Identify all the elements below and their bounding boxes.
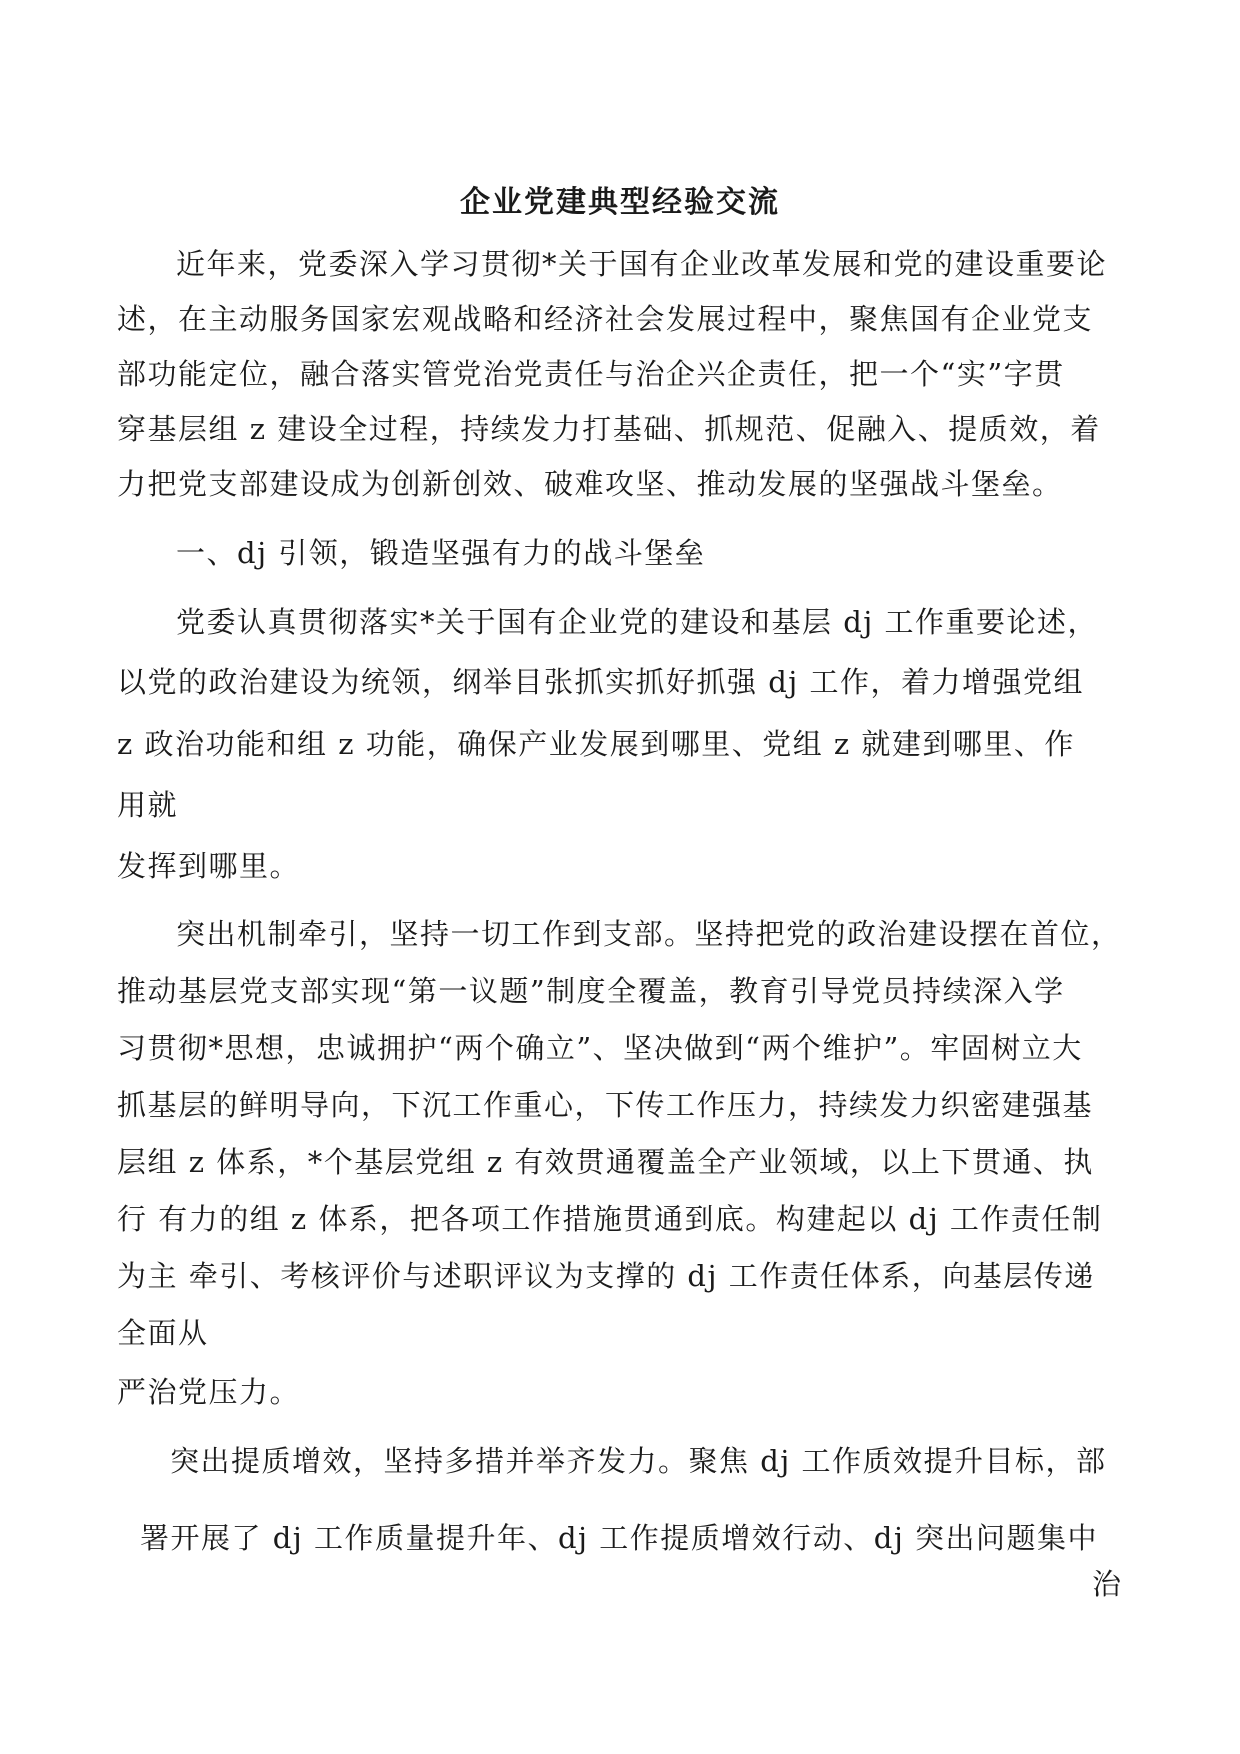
- document-title: 企业党建典型经验交流: [460, 185, 780, 220]
- paragraph-line: 抓基层的鲜明导向，下沉工作重心，下传工作压力，持续发力织密建强基: [117, 1088, 1094, 1122]
- paragraph-line: 以党的政治建设为统领，纲举目张抓实抓好抓强 dj 工作，着力增强党组: [117, 665, 1084, 699]
- paragraph-line: 严治党压力。: [117, 1375, 301, 1409]
- paragraph-line: 述，在主动服务国家宏观战略和经济社会发展过程中，聚焦国有企业党支: [117, 302, 1094, 336]
- paragraph-line: 近年来，党委深入学习贯彻*关于国有企业改革发展和党的建设重要论: [176, 247, 1108, 281]
- paragraph-line: 穿基层组 z 建设全过程，持续发力打基础、抓规范、促融入、提质效，着: [117, 412, 1101, 446]
- section-heading: 一、dj 引领，锻造坚强有力的战斗堡垒: [176, 536, 706, 570]
- paragraph-line: 习贯彻*思想，忠诚拥护“两个确立”、坚决做到“两个维护”。牢固树立大: [117, 1031, 1083, 1065]
- paragraph-line: z 政治功能和组 z 功能，确保产业发展到哪里、党组 z 就建到哪里、作: [117, 727, 1075, 761]
- paragraph-line: 力把党支部建设成为创新创效、破难攻坚、推动发展的坚强战斗堡垒。: [117, 467, 1063, 501]
- paragraph-line: 部功能定位，融合落实管党治党责任与治企兴企责任，把一个“实”字贯: [117, 357, 1065, 391]
- paragraph-line: 突出提质增效，坚持多措并举齐发力。聚焦 dj 工作质效提升目标，部: [170, 1444, 1107, 1478]
- paragraph-line: 为主 牵引、考核评价与述职评议为支撑的 dj 工作责任体系，向基层传递: [117, 1259, 1095, 1293]
- paragraph-line: 用就: [117, 788, 179, 822]
- paragraph-line: 署开展了 dj 工作质量提升年、dj 工作提质增效行动、dj 突出问题集中: [140, 1521, 1099, 1555]
- paragraph-line: 推动基层党支部实现“第一议题”制度全覆盖，教育引导党员持续深入学: [117, 974, 1065, 1008]
- paragraph-line: 党委认真贯彻落实*关于国有企业党的建设和基层 dj 工作重要论述，: [176, 605, 1098, 639]
- paragraph-line: 突出机制牵引，坚持一切工作到支部。坚持把党的政治建设摆在首位，: [176, 917, 1122, 951]
- paragraph-line: 治: [1092, 1567, 1122, 1601]
- paragraph-line: 全面从: [117, 1316, 209, 1350]
- paragraph-line: 层组 z 体系，*个基层党组 z 有效贯通覆盖全产业领域，以上下贯通、执: [117, 1145, 1094, 1179]
- paragraph-line: 发挥到哪里。: [117, 849, 301, 883]
- paragraph-line: 行 有力的组 z 体系，把各项工作措施贯通到底。构建起以 dj 工作责任制: [117, 1202, 1103, 1236]
